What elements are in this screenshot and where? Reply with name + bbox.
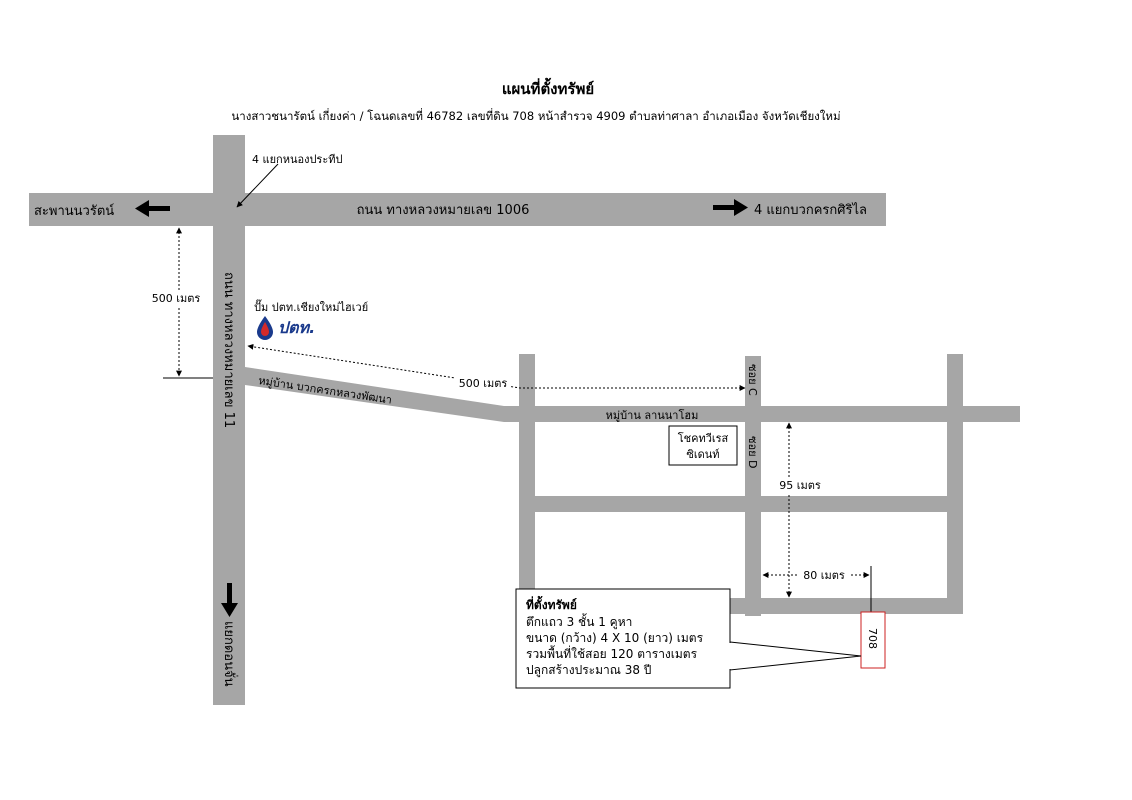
label-soi-d: ซอย D: [746, 436, 759, 469]
info-box-line3: รวมพื้นที่ใช้สอย 120 ตารางเมตร: [526, 647, 698, 661]
label-highway-1006: ถนน ทางหลวงหมายเลข 1006: [356, 203, 530, 218]
road-grid-west: [519, 354, 535, 616]
label-plot-number: 708: [866, 628, 879, 649]
road-grid-south: [730, 598, 963, 614]
label-dist-95: 95 เมตร: [779, 479, 821, 492]
label-village-lanna: หมู่บ้าน ลานนาโฮม: [605, 409, 699, 422]
ptt-logo: [257, 316, 315, 340]
road-grid-east: [947, 354, 963, 612]
label-residence-line1: โชคทวีเรส: [677, 432, 729, 445]
road-grid-middle: [535, 496, 947, 512]
info-box-heading: ที่ตั้งทรัพย์: [526, 598, 577, 612]
label-soi-c: ซอย C: [746, 364, 759, 396]
label-intersection-buakrok: 4 แยกบวกครกศิริไล: [754, 203, 867, 218]
map-subtitle: นางสาวชนารัตน์ เกี่ยงค่า / โฉนดเลขที่ 46782 เลขที่ดิน 708 หน้าสำรวจ 4909 ตำบลท่าศาลา อำเภอเมือง จังหวัดเชียงใหม่: [231, 109, 841, 123]
map-title: แผนที่ตั้งทรัพย์: [501, 80, 595, 98]
info-box-line1: ตึกแถว 3 ชั้น 1 คูหา: [526, 615, 633, 629]
label-highway-11: ถนน ทางหลวงหมายเลข 11: [221, 272, 236, 429]
info-box-line4: ปลูกสร้างประมาณ 38 ปี: [526, 663, 652, 677]
label-bridge-nawarat: สะพานนวรัตน์: [34, 204, 115, 219]
road-lanna-home: [504, 406, 1020, 422]
label-dist-500-horizontal: 500 เมตร: [458, 377, 508, 390]
info-box-line2: ขนาด (กว้าง) 4 X 10 (ยาว) เมตร: [526, 631, 704, 645]
label-dist-500-vertical: 500 เมตร: [151, 292, 201, 305]
label-dist-80: 80 เมตร: [803, 569, 845, 582]
label-gas-station: ปั๊ม ปตท.เชียงใหม่ไฮเวย์: [254, 301, 369, 314]
callout-pointer: [730, 642, 861, 670]
label-residence-line2: ซิเดนท์: [686, 448, 720, 461]
ptt-logo-text: ปตท.: [278, 318, 316, 337]
label-village-buakrok: หมู่บ้าน บวกครกหลวงพัฒนา: [257, 374, 393, 407]
label-intersection-nongprathip: 4 แยกหนองประทีป: [252, 153, 343, 166]
label-intersection-donchan: แยกดอนจั่น: [221, 621, 236, 687]
